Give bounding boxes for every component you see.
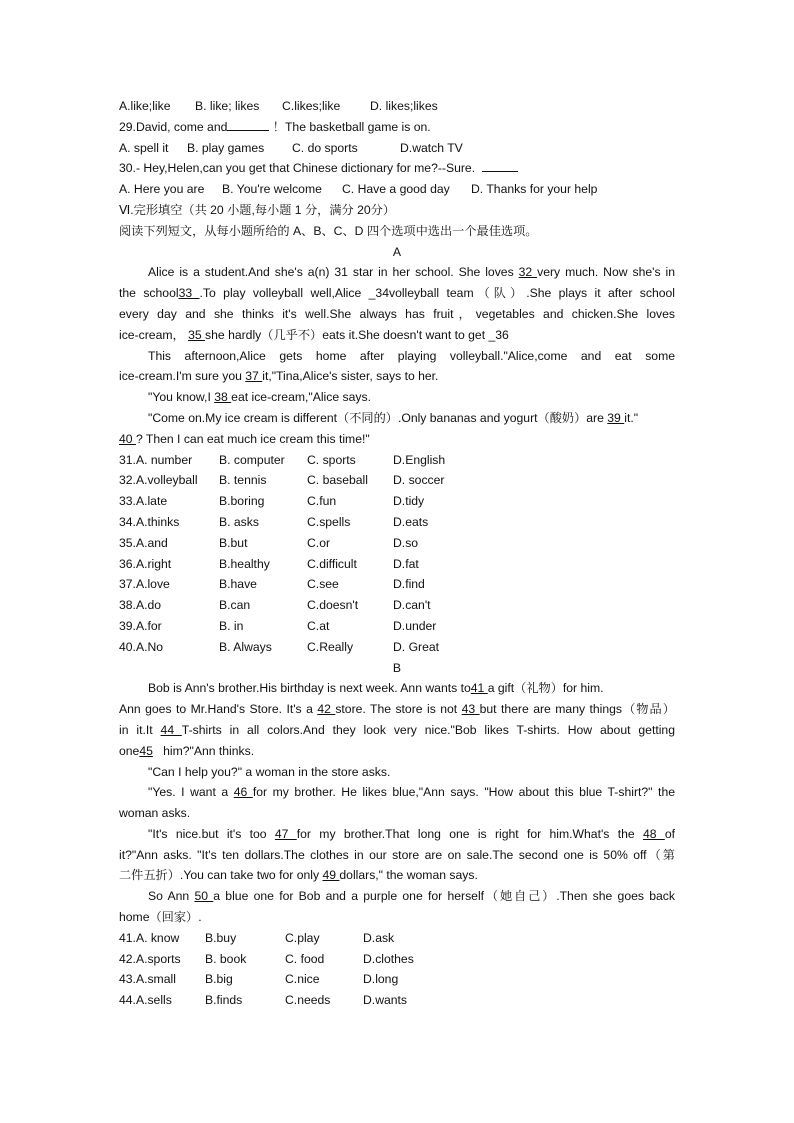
option-a: 35.A.and [119, 535, 168, 550]
passage-a-line: ice-cream， 35 she hardly（几乎不）eats it.She doesn't want to get _36 [119, 327, 509, 342]
option-d: D.can't [393, 598, 431, 613]
option-b: B. Always [219, 639, 272, 654]
passage-b-label: B [392, 660, 402, 675]
questions-a [119, 450, 675, 658]
option-d: D.tidy [393, 494, 425, 509]
passage-a-line: 40 ? Then I can eat much ice cream this time!" [119, 431, 370, 446]
option-a: 41.A. know [119, 930, 180, 945]
passage-b-line: Bob is Ann's brother.His birthday is next week. Ann wants to41 a gift（礼物）for him. [148, 681, 604, 696]
option-a: 43.A.small [119, 972, 176, 987]
option-a: A. Here you are [119, 182, 205, 197]
option-c: C.difficult [307, 556, 357, 571]
option-b: B.big [205, 972, 233, 987]
section-instruction: 阅读下列短文，从每小题所给的 A、B、C、D 四个选项中选出一个最佳选项。 [119, 223, 538, 238]
option-b: B. tennis [219, 473, 267, 488]
option-b: B. in [219, 618, 244, 633]
passage-b-line: "Yes. I want a 46 for my brother. He likes blue,"Ann says. "How about this blue T-shirt?" the [148, 785, 675, 800]
option-a: 44.A.sells [119, 993, 172, 1008]
option-d: D.English [393, 452, 446, 467]
question-row [119, 969, 675, 990]
passage-a-line: ice-cream.I'm sure you 37 it,"Tina,Alice's sister, says to her. [119, 369, 439, 384]
option-c: C.Really [307, 639, 354, 654]
option-d: D.clothes [363, 951, 414, 966]
question-row [119, 533, 675, 554]
passage-b-line: Ann goes to Mr.Hand's Store. It's a 42 store. The store is not 43 but there are many things（物品） [119, 702, 675, 717]
option-b: B.have [219, 577, 257, 592]
questions-b [119, 928, 675, 1011]
option-b: B. play games [187, 140, 265, 155]
option-d: D.wants [363, 993, 408, 1008]
option-a: A.like;like [119, 99, 171, 113]
passage-a-line: "You know,I 38 eat ice-cream,"Alice says. [148, 390, 371, 405]
passage-a-line: "Come on.My ice cream is different（不同的）.Only bananas and yogurt（酸奶）are 39 it." [148, 410, 639, 425]
option-c: C.nice [285, 972, 320, 987]
question-row [119, 990, 675, 1011]
option-b: B.healthy [219, 556, 270, 571]
option-a: 42.A.sports [119, 951, 181, 966]
option-c: C.fun [307, 494, 337, 509]
option-c: C. food [285, 951, 325, 966]
option-d: D. Thanks for your help [471, 182, 598, 197]
option-d: D.so [393, 535, 419, 550]
passage-a-line: the school33 .To play volleyball well,Alice _34volleyball team（队）.She plays it after school [119, 286, 675, 301]
question-row [119, 949, 675, 970]
option-b: B.can [219, 598, 251, 613]
question-row [119, 554, 675, 575]
passage-b-line: 二件五折）.You can take two for only 49 dollars," the woman says. [119, 868, 478, 883]
option-a: 37.A.love [119, 577, 170, 592]
option-d: D. Great [393, 639, 440, 654]
option-d: D.eats [393, 514, 429, 529]
passage-b-line: "It's nice.but it's too 47 for my brother.That long one is right for him.What's the 48 of [148, 826, 675, 841]
option-c: C. Have a good day [342, 182, 450, 197]
option-d: D.ask [363, 930, 395, 945]
option-c: C. do sports [292, 140, 358, 155]
question-row [119, 595, 675, 616]
question-row [119, 491, 675, 512]
option-b: B.buy [205, 930, 237, 945]
option-d: D.fat [393, 556, 419, 571]
option-c: C.at [307, 618, 330, 633]
exam-page [119, 96, 675, 1011]
question-row [119, 574, 675, 595]
answer-blank [227, 117, 269, 131]
option-d: D.watch TV [400, 140, 463, 155]
option-c: C.play [285, 930, 320, 945]
option-d: D. likes;likes [370, 99, 438, 113]
option-d: D. soccer [393, 473, 445, 488]
option-a: 33.A.late [119, 494, 168, 509]
option-c: C.doesn't [307, 598, 359, 613]
option-b: B.finds [205, 993, 243, 1008]
q29-options [119, 138, 675, 159]
question-row [119, 637, 675, 658]
passage-a-line: Alice is a student.And she's a(n) 31 star in her school. She loves 32 very much. Now she's in [148, 265, 675, 280]
option-a: 39.A.for [119, 618, 162, 633]
passage-a-line: every day and she thinks it's well.She always has fruit，vegetables and chicken.She loves [119, 306, 675, 321]
passage-b-line: So Ann 50 a blue one for Bob and a purple one for herself（她自己）.Then she goes back [148, 889, 675, 904]
option-a: A. spell it [119, 140, 169, 155]
passage-b-line: woman asks. [119, 806, 191, 821]
option-c: C. baseball [307, 473, 368, 488]
passage-b-line: in it.It 44 T-shirts in all colors.And they look very nice."Bob likes T-shirts. How about getting [119, 722, 675, 737]
passage-b-line: "Can I help you?" a woman in the store asks. [148, 764, 391, 779]
q30-stem: 30.- Hey,Helen,can you get that Chinese dictionary for me?--Sure. [119, 158, 675, 179]
q29-stem: 29.David, come and ！The basketball game is on. [119, 117, 675, 138]
option-b: B.boring [219, 494, 265, 509]
option-a: 36.A.right [119, 556, 172, 571]
option-c: C.see [307, 577, 339, 592]
option-d: D.under [393, 618, 437, 633]
passage-b-line: home（回家）. [119, 910, 202, 925]
option-b: B. asks [219, 514, 259, 529]
option-a: 34.A.thinks [119, 514, 180, 529]
option-d: D.long [363, 972, 399, 987]
option-c: C.spells [307, 514, 351, 529]
option-c: C.needs [285, 993, 331, 1008]
option-a: 32.A.volleyball [119, 473, 198, 488]
question-row [119, 616, 675, 637]
option-c: C.or [307, 535, 331, 550]
question-row [119, 928, 675, 949]
passage-a-label: A [392, 244, 402, 259]
option-b: B. book [205, 951, 247, 966]
answer-blank [482, 158, 518, 172]
option-c: C. sports [307, 452, 356, 467]
option-b: B. computer [219, 452, 285, 467]
q28-options [119, 96, 675, 117]
option-a: 38.A.do [119, 598, 162, 613]
option-d: D.find [393, 577, 425, 592]
option-b: B.but [219, 535, 248, 550]
passage-b-line: it?"Ann asks. "It's ten dollars.The clothes in our store are on sale.The second one is 50% off（第 [119, 847, 675, 862]
passage-a-line: This afternoon,Alice gets home after playing volleyball."Alice,come and eat some [148, 348, 675, 363]
question-row [119, 450, 675, 471]
section-title: Ⅵ.完形填空（共 20 小题,每小题 1 分，满分 20分） [119, 202, 396, 217]
option-a: 40.A.No [119, 639, 164, 654]
passage-b-line: one45 him?"Ann thinks. [119, 743, 255, 758]
option-a: 31.A. number [119, 452, 193, 467]
q30-options [119, 179, 675, 200]
option-c: C.likes;like [282, 99, 341, 113]
question-row [119, 470, 675, 491]
option-b: B. You're welcome [222, 182, 322, 197]
option-b: B. like; likes [195, 99, 260, 113]
question-row [119, 512, 675, 533]
